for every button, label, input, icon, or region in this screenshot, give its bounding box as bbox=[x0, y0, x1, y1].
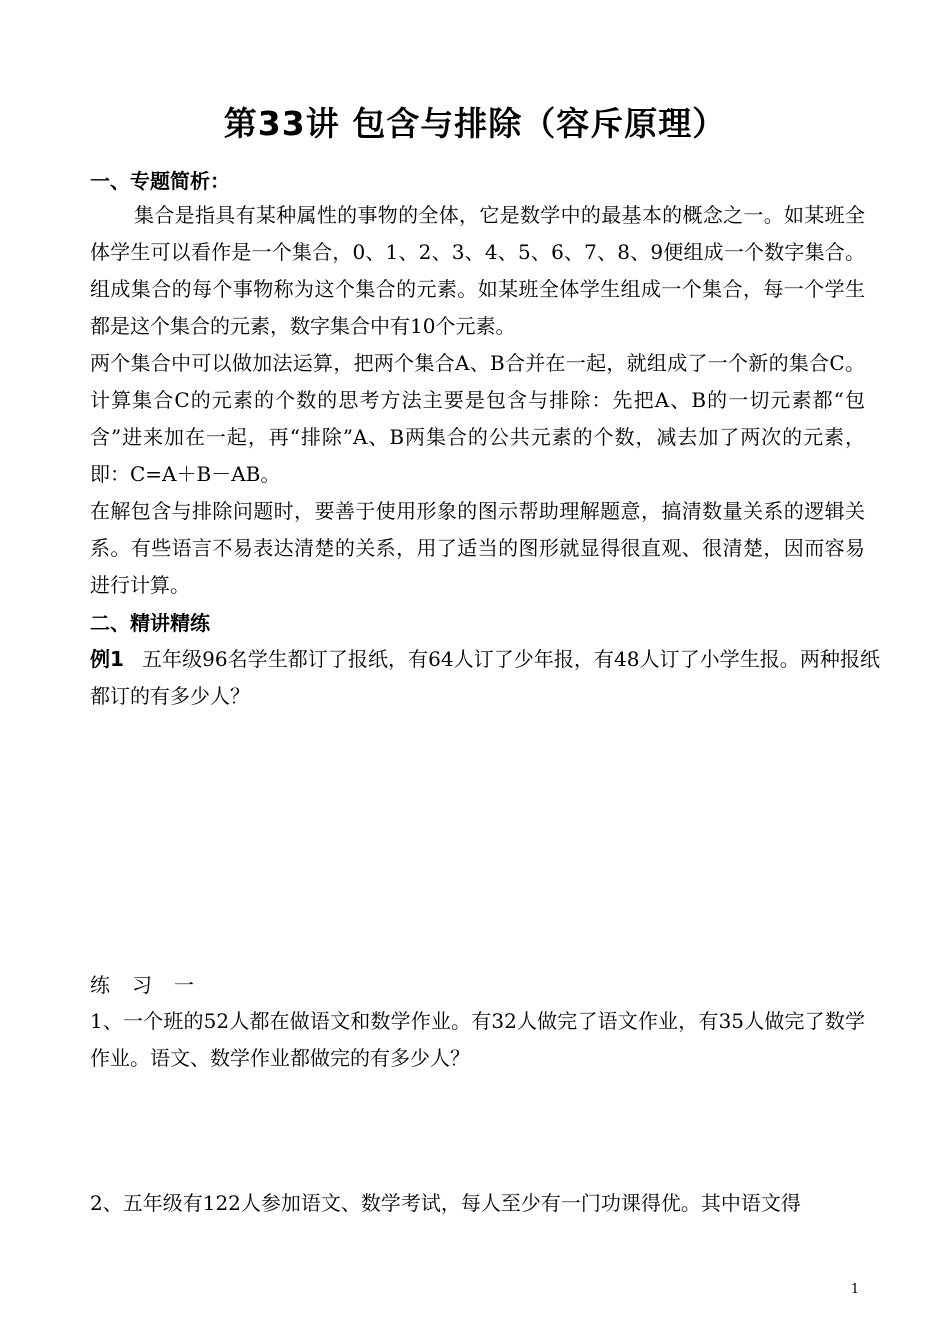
page-number: 1 bbox=[850, 1282, 860, 1297]
exercise-item-2: 2、五年级有122人参加语文、数学考试，每人至少有一门功课得优。其中语文得 bbox=[90, 1191, 801, 1215]
exercise-item-1: 1、一个班的52人都在做语文和数学作业。有32人做完了语文作业，有35人做完了数学作业。语文、数学作业都做完的有多少人？ bbox=[90, 1009, 865, 1070]
overview-paragraph-2: 两个集合中可以做加法运算，把两个集合A、B合并在一起，就组成了一个新的集合C。计算集合C的元素的个数的思考方法主要是包含与排除：先把A、B的一切元素都“包含”进来加在一起，再“排除”A、B两集合的公共元素的个数，减去加了两次的元素，即：C=A＋B－AB。 bbox=[90, 351, 865, 486]
example-1-label: 例1 bbox=[90, 647, 124, 671]
overview-paragraph-1: 集合是指具有某种属性的事物的全体，它是数学中的最基本的概念之一。如某班全体学生可以看作是一个集合，0、1、2、3、4、5、6、7、8、9便组成一个数字集合。组成集合的每个事物称为这个集合的元素。如某班全体学生组成一个集合，每一个学生都是这个集合的元素，数字集合中有10个元素。 bbox=[90, 203, 865, 338]
lesson-title: 第33讲 包含与排除（容斥原理） bbox=[223, 104, 727, 143]
section-heading-practice: 二、精讲精练 bbox=[90, 611, 210, 635]
section-heading-overview: 一、专题简析： bbox=[90, 169, 230, 193]
exercise-title: 练习一 bbox=[90, 973, 216, 997]
example-1-text: 五年级96名学生都订了报纸，有64人订了少年报，有48人订了小学生报。两种报纸都订的有多少人？ bbox=[90, 647, 880, 708]
overview-paragraph-3: 在解包含与排除问题时，要善于使用形象的图示帮助理解题意，搞清数量关系的逻辑关系。有些语言不易表达清楚的关系，用了适当的图形就显得很直观、很清楚，因而容易进行计算。 bbox=[90, 499, 865, 597]
example-1 bbox=[90, 641, 880, 715]
